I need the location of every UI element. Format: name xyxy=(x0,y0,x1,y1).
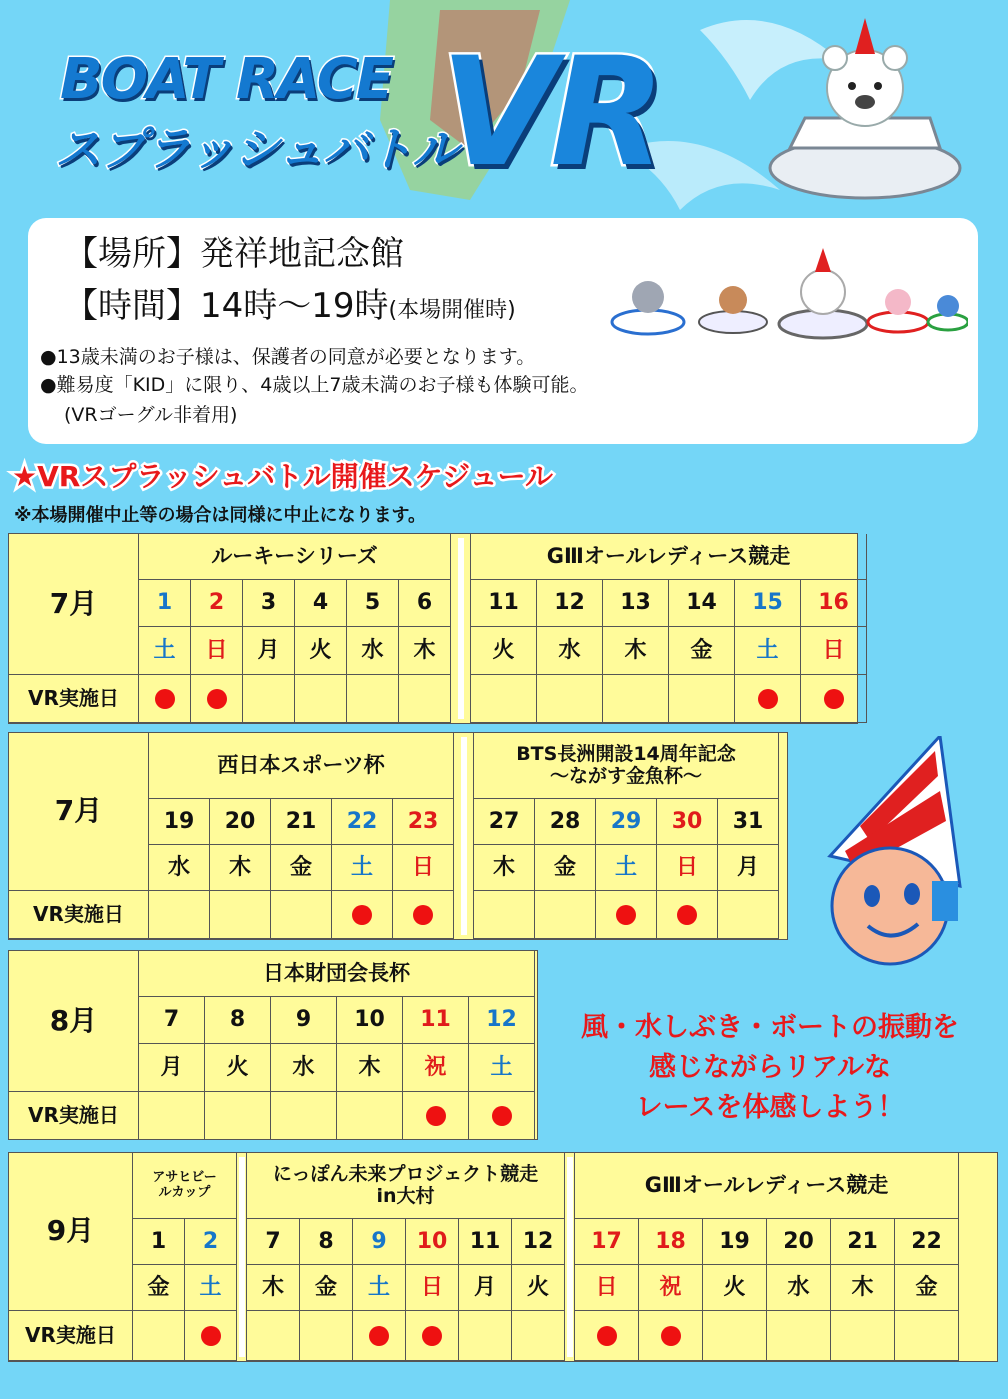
schedule-note: ※本場開催中止等の場合は同様に中止になります。 xyxy=(14,505,427,526)
vr-cell xyxy=(735,675,801,723)
vr-dot xyxy=(413,905,433,925)
vr-cell xyxy=(347,675,399,723)
schedule-table-july-1 xyxy=(8,533,858,724)
logo-vr: VR xyxy=(440,26,660,200)
day-cell: 11 xyxy=(403,997,469,1044)
vr-cell xyxy=(471,675,537,723)
logo-boat-race: BOAT RACE xyxy=(60,47,393,112)
weekday-cell: 火 xyxy=(205,1044,271,1092)
vr-cell xyxy=(133,1311,185,1361)
vr-label-cell: VR実施日 xyxy=(9,1092,139,1140)
vr-cell xyxy=(718,891,779,939)
vr-dot xyxy=(352,905,372,925)
promo-line-2: 感じながらリアルな xyxy=(649,1052,891,1083)
day-cell: 2 xyxy=(185,1219,237,1265)
weekday-cell: 土 xyxy=(596,845,657,891)
vr-cell xyxy=(639,1311,703,1361)
vr-cell xyxy=(767,1311,831,1361)
weekday-cell: 土 xyxy=(469,1044,535,1092)
vr-dot xyxy=(155,689,175,709)
day-cell: 9 xyxy=(271,997,337,1044)
weekday-cell: 土 xyxy=(185,1265,237,1311)
weekday-cell: 金 xyxy=(895,1265,959,1311)
time-main: 【時間】14時～19時 xyxy=(64,286,389,326)
day-cell: 1 xyxy=(133,1219,185,1265)
day-cell: 12 xyxy=(469,997,535,1044)
vr-cell xyxy=(271,1092,337,1140)
weekday-cell: 土 xyxy=(139,627,191,675)
day-cell: 11 xyxy=(459,1219,512,1265)
promo-line-3: レースを体感しよう！ xyxy=(635,1092,905,1123)
day-cell: 17 xyxy=(575,1219,639,1265)
vr-cell xyxy=(149,891,210,939)
vr-dot xyxy=(207,689,227,709)
day-cell: 19 xyxy=(703,1219,767,1265)
day-cell: 27 xyxy=(474,799,535,845)
day-cell: 16 xyxy=(801,580,867,627)
vr-dot xyxy=(201,1326,221,1346)
weekday-cell: 水 xyxy=(347,627,399,675)
weekday-cell: 金 xyxy=(271,845,332,891)
time-sub: (本場開催時) xyxy=(388,298,516,323)
day-cell: 13 xyxy=(603,580,669,627)
vr-cell xyxy=(703,1311,767,1361)
weekday-cell: 木 xyxy=(247,1265,300,1311)
vr-dot xyxy=(426,1106,446,1126)
day-cell: 10 xyxy=(406,1219,459,1265)
day-cell: 22 xyxy=(895,1219,959,1265)
vr-cell xyxy=(474,891,535,939)
vr-cell xyxy=(337,1092,403,1140)
vr-cell xyxy=(469,1092,535,1140)
vr-cell xyxy=(399,675,451,723)
weekday-cell: 日 xyxy=(575,1265,639,1311)
day-cell: 18 xyxy=(639,1219,703,1265)
day-cell: 28 xyxy=(535,799,596,845)
day-cell: 2 xyxy=(191,580,243,627)
weekday-cell: 日 xyxy=(657,845,718,891)
day-cell: 8 xyxy=(300,1219,353,1265)
vr-cell xyxy=(669,675,735,723)
month-cell: 7月 xyxy=(9,534,139,675)
weekday-cell: 土 xyxy=(353,1265,406,1311)
month-cell: 8月 xyxy=(9,951,139,1092)
day-cell: 14 xyxy=(669,580,735,627)
day-cell: 22 xyxy=(332,799,393,845)
group-header: にっぽん未来プロジェクト競走 in大村 xyxy=(247,1153,565,1219)
weekday-cell: 土 xyxy=(332,845,393,891)
vr-cell xyxy=(535,891,596,939)
schedule-table-september xyxy=(8,1152,998,1362)
day-cell: 7 xyxy=(139,997,205,1044)
group-gap xyxy=(237,1153,247,1361)
weekday-cell: 祝 xyxy=(639,1265,703,1311)
weekday-cell: 日 xyxy=(393,845,454,891)
day-cell: 21 xyxy=(831,1219,895,1265)
day-cell: 7 xyxy=(247,1219,300,1265)
vr-cell xyxy=(393,891,454,939)
vr-label-cell: VR実施日 xyxy=(9,891,149,939)
promo-message xyxy=(560,1008,980,1128)
weekday-cell: 月 xyxy=(243,627,295,675)
weekday-cell: 月 xyxy=(718,845,779,891)
weekday-cell: 日 xyxy=(406,1265,459,1311)
weekday-cell: 木 xyxy=(337,1044,403,1092)
vr-cell xyxy=(353,1311,406,1361)
note-kid: ●難易度「KID」に限り、4歳以上7歳未満のお子様も体験可能。 xyxy=(40,374,589,396)
time-text xyxy=(64,284,516,333)
promo-line-1: 風・水しぶき・ボートの振動を xyxy=(581,1012,959,1043)
weekday-cell: 日 xyxy=(801,627,867,675)
vr-cell xyxy=(831,1311,895,1361)
vr-cell xyxy=(191,675,243,723)
vr-dot xyxy=(661,1326,681,1346)
vr-cell xyxy=(575,1311,639,1361)
vr-dot xyxy=(422,1326,442,1346)
day-cell: 10 xyxy=(337,997,403,1044)
vr-cell xyxy=(895,1311,959,1361)
weekday-cell: 木 xyxy=(210,845,271,891)
vr-cell xyxy=(603,675,669,723)
vr-cell xyxy=(512,1311,565,1361)
separator-bar xyxy=(239,1157,245,1357)
vr-label-cell: VR実施日 xyxy=(9,675,139,723)
day-cell: 9 xyxy=(353,1219,406,1265)
day-cell: 12 xyxy=(537,580,603,627)
group-header: 日本財団会長杯 xyxy=(139,951,535,997)
separator-bar xyxy=(567,1157,573,1357)
schedule-table-july-2 xyxy=(8,732,788,940)
day-cell: 20 xyxy=(210,799,271,845)
day-cell: 31 xyxy=(718,799,779,845)
weekday-cell: 金 xyxy=(669,627,735,675)
mascot-face xyxy=(820,736,970,966)
vr-cell xyxy=(596,891,657,939)
weekday-cell: 土 xyxy=(735,627,801,675)
vr-cell xyxy=(406,1311,459,1361)
vr-cell xyxy=(300,1311,353,1361)
month-cell: 7月 xyxy=(9,733,149,891)
weekday-cell: 火 xyxy=(471,627,537,675)
separator-bar xyxy=(458,538,464,719)
vr-cell xyxy=(403,1092,469,1140)
day-cell: 3 xyxy=(243,580,295,627)
day-cell: 29 xyxy=(596,799,657,845)
weekday-cell: 金 xyxy=(535,845,596,891)
vr-dot xyxy=(824,689,844,709)
vr-dot xyxy=(369,1326,389,1346)
day-cell: 6 xyxy=(399,580,451,627)
vr-cell xyxy=(185,1311,237,1361)
vr-cell xyxy=(210,891,271,939)
vr-cell xyxy=(243,675,295,723)
weekday-cell: 祝 xyxy=(403,1044,469,1092)
header-banner xyxy=(0,0,1008,215)
weekday-cell: 火 xyxy=(703,1265,767,1311)
vr-cell xyxy=(139,1092,205,1140)
vr-cell xyxy=(139,675,191,723)
day-cell: 23 xyxy=(393,799,454,845)
vr-cell xyxy=(459,1311,512,1361)
weekday-cell: 水 xyxy=(271,1044,337,1092)
group-header: GⅢオールレディース競走 xyxy=(575,1153,959,1219)
group-gap xyxy=(454,733,474,939)
weekday-cell: 火 xyxy=(512,1265,565,1311)
separator-bar xyxy=(461,737,467,935)
group-header: アサヒビー ルカップ xyxy=(133,1153,237,1219)
vr-cell xyxy=(801,675,867,723)
vr-dot xyxy=(597,1326,617,1346)
vr-dot xyxy=(616,905,636,925)
day-cell: 15 xyxy=(735,580,801,627)
vr-cell xyxy=(332,891,393,939)
day-cell: 5 xyxy=(347,580,399,627)
group-header: GⅢオールレディース競走 xyxy=(471,534,867,580)
mascot-boats xyxy=(608,242,968,342)
vr-label-cell: VR実施日 xyxy=(9,1311,133,1361)
day-cell: 1 xyxy=(139,580,191,627)
vr-dot xyxy=(677,905,697,925)
day-cell: 21 xyxy=(271,799,332,845)
logo-splash-battle: スプラッシュバトル xyxy=(55,122,458,176)
weekday-cell: 水 xyxy=(767,1265,831,1311)
vr-cell xyxy=(271,891,332,939)
schedule-table-august xyxy=(8,950,538,1140)
schedule-title: ★VRスプラッシュバトル開催スケジュール xyxy=(12,460,553,493)
bear-boat-mascot xyxy=(760,18,970,208)
weekday-cell: 火 xyxy=(295,627,347,675)
weekday-cell: 金 xyxy=(133,1265,185,1311)
note-goggle: (VRゴーグル非着用) xyxy=(64,404,238,426)
group-header: ルーキーシリーズ xyxy=(139,534,451,580)
weekday-cell: 木 xyxy=(399,627,451,675)
vr-dot xyxy=(758,689,778,709)
vr-cell xyxy=(205,1092,271,1140)
weekday-cell: 木 xyxy=(603,627,669,675)
weekday-cell: 日 xyxy=(191,627,243,675)
vr-cell xyxy=(657,891,718,939)
place-text: 【場所】発祥地記念館 xyxy=(64,234,404,274)
day-cell: 4 xyxy=(295,580,347,627)
vr-cell xyxy=(295,675,347,723)
vr-cell xyxy=(247,1311,300,1361)
note-age: ●13歳未満のお子様は、保護者の同意が必要となります。 xyxy=(40,346,536,368)
day-cell: 11 xyxy=(471,580,537,627)
vr-dot xyxy=(492,1106,512,1126)
group-gap xyxy=(451,534,471,723)
vr-cell xyxy=(537,675,603,723)
weekday-cell: 木 xyxy=(474,845,535,891)
weekday-cell: 水 xyxy=(537,627,603,675)
weekday-cell: 木 xyxy=(831,1265,895,1311)
month-cell: 9月 xyxy=(9,1153,133,1311)
day-cell: 19 xyxy=(149,799,210,845)
weekday-cell: 金 xyxy=(300,1265,353,1311)
weekday-cell: 月 xyxy=(139,1044,205,1092)
day-cell: 8 xyxy=(205,997,271,1044)
group-header: 西日本スポーツ杯 xyxy=(149,733,454,799)
group-header: BTS長洲開設14周年記念 ～ながす金魚杯～ xyxy=(474,733,779,799)
weekday-cell: 月 xyxy=(459,1265,512,1311)
day-cell: 30 xyxy=(657,799,718,845)
info-box xyxy=(28,218,978,444)
weekday-cell: 水 xyxy=(149,845,210,891)
day-cell: 12 xyxy=(512,1219,565,1265)
day-cell: 20 xyxy=(767,1219,831,1265)
group-gap xyxy=(565,1153,575,1361)
